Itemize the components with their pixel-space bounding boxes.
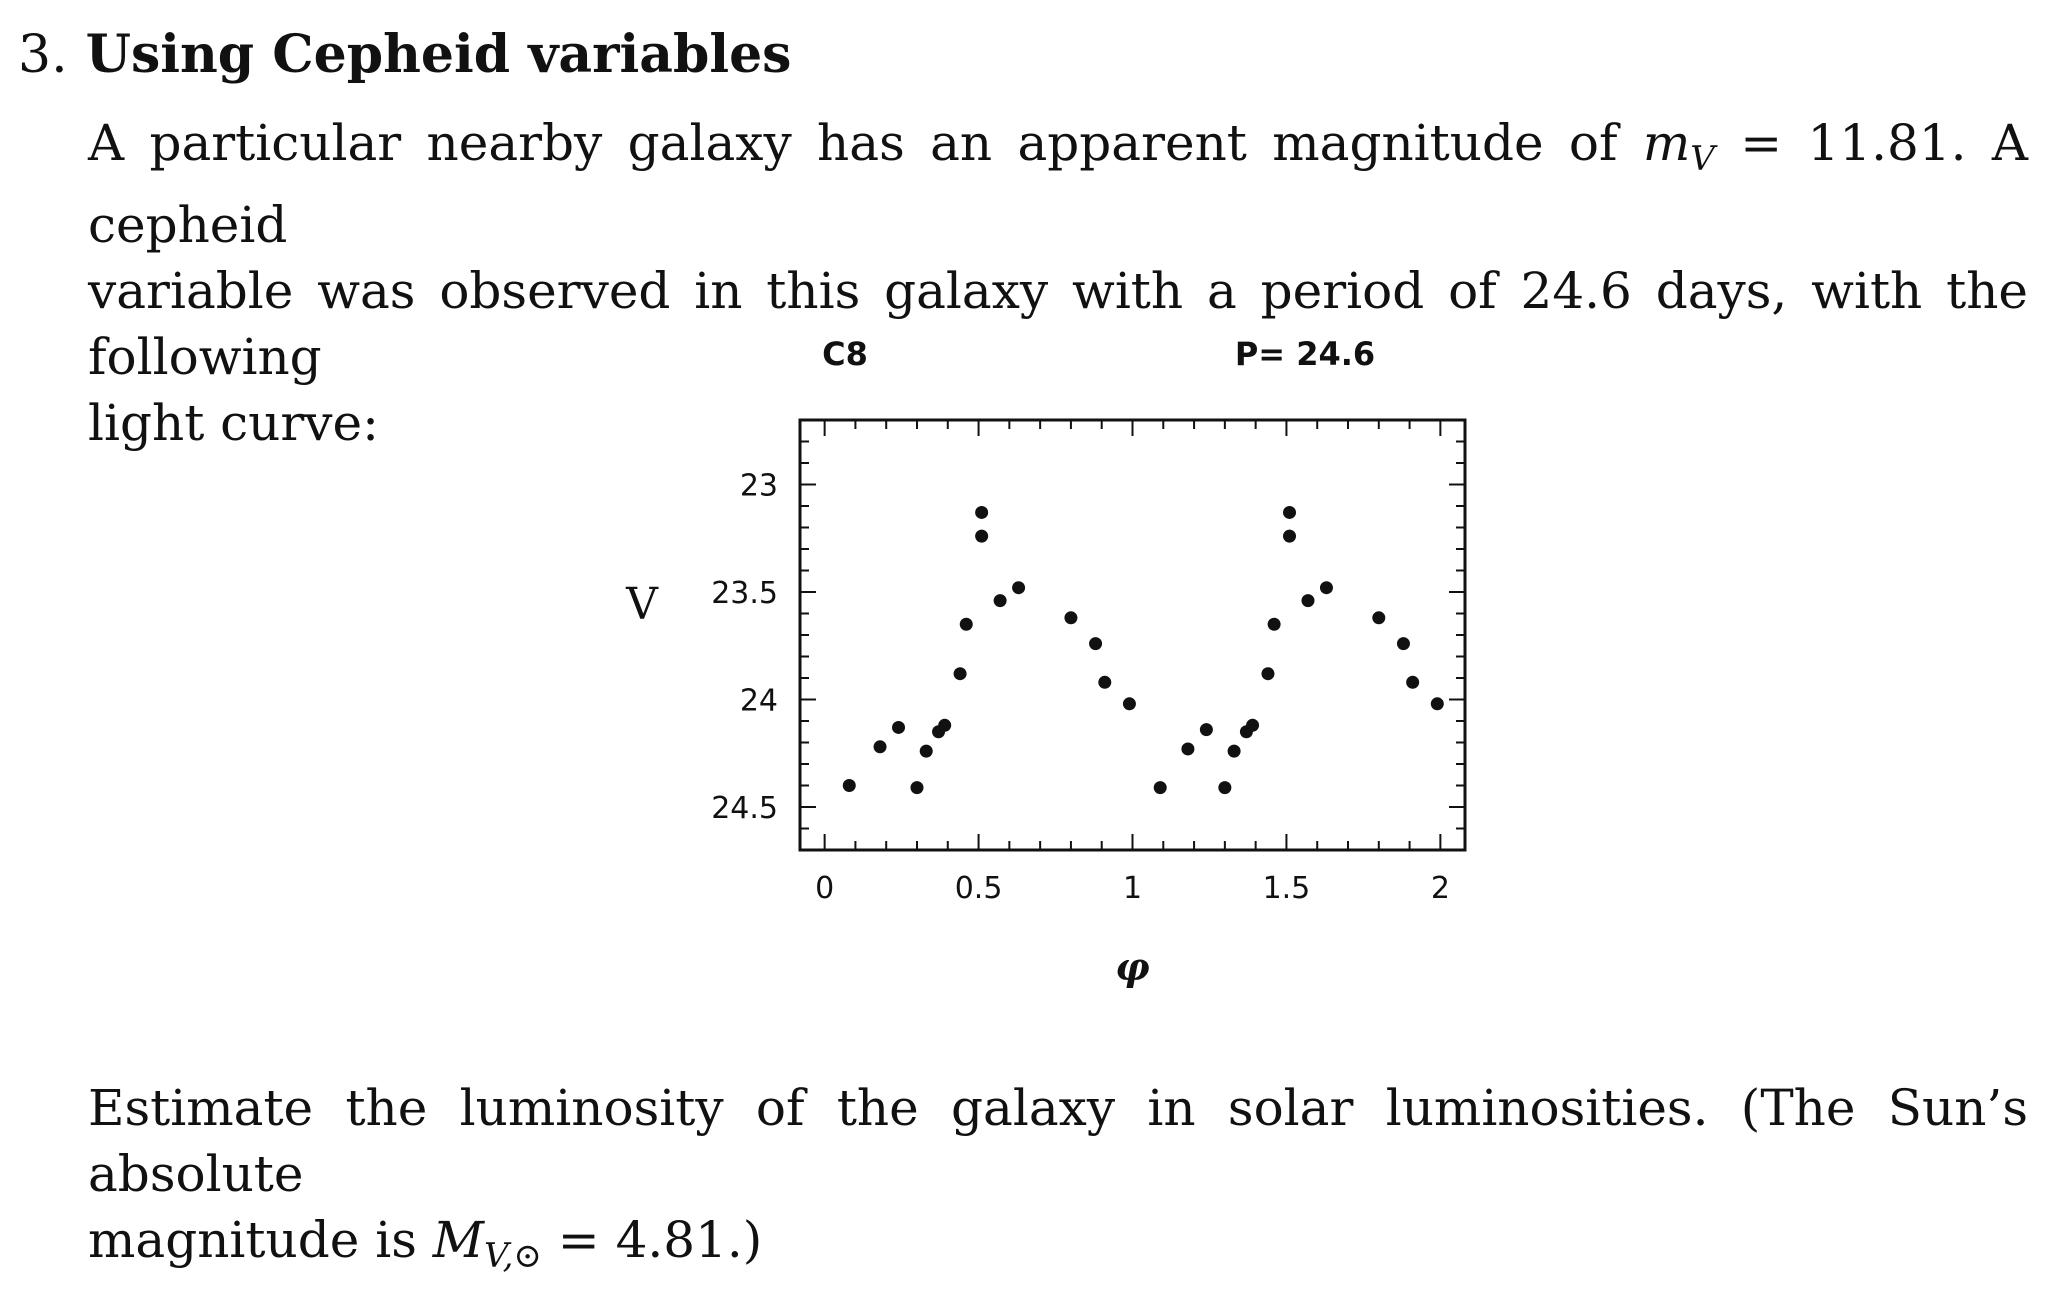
data-point <box>1089 637 1102 650</box>
y-tick-label: 23 <box>739 468 778 504</box>
data-point <box>1372 611 1385 624</box>
y-tick-label: 23.5 <box>711 576 778 611</box>
x-tick-label: 1.5 <box>1262 871 1311 906</box>
data-point <box>1268 618 1281 631</box>
apparent-magnitude-symbol: $m_V$ <box>1642 114 1715 179</box>
data-point <box>1154 781 1167 794</box>
data-point <box>1283 530 1296 543</box>
question-line-1: Estimate the luminosity of the galaxy in solar luminosities. (The Sun’s absolute <box>88 1079 2028 1203</box>
data-point <box>954 667 967 680</box>
solar-magnitude-symbol: $M_{V,⊙}$ <box>432 1211 542 1276</box>
data-point <box>1246 719 1259 732</box>
y-axis-label: V <box>626 578 658 630</box>
data-point <box>1406 676 1419 689</box>
data-point <box>1261 667 1274 680</box>
y-tick-label: 24 <box>739 683 778 719</box>
chart-title-left: C8 <box>822 335 868 373</box>
question-line-2-text: magnitude is <box>88 1211 417 1269</box>
sun-symbol-icon: ⊙ <box>513 1236 542 1276</box>
data-point <box>843 779 856 792</box>
data-point <box>892 721 905 734</box>
data-point <box>975 530 988 543</box>
x-axis-label: φ <box>1115 944 1150 989</box>
data-point <box>1218 781 1231 794</box>
x-tick-label: 0 <box>815 871 835 906</box>
intro-line-2: variable was observed in this galaxy with a period of 24.6 days, with the following <box>88 262 2028 386</box>
chart-title-right: P= 24.6 <box>1234 335 1376 373</box>
data-point <box>1098 676 1111 689</box>
intro-line-1 <box>88 110 2028 258</box>
data-point <box>1301 594 1314 607</box>
data-point <box>920 745 933 758</box>
data-point <box>1123 697 1136 710</box>
intro-line-1-text: A particular nearby galaxy has an apparent magnitude of <box>88 114 1618 172</box>
question-paragraph <box>88 1075 2028 1289</box>
x-tick-label: 1 <box>1122 871 1143 906</box>
intro-line-3: light curve: <box>88 394 379 452</box>
problem-heading <box>18 22 791 88</box>
data-point <box>938 719 951 732</box>
data-point <box>994 594 1007 607</box>
data-point <box>1200 723 1213 736</box>
light-curve-chart <box>600 320 1500 1000</box>
data-point <box>1228 745 1241 758</box>
apparent-magnitude-value: = 11.81. <box>1740 114 1967 172</box>
data-point <box>910 781 923 794</box>
data-point <box>1397 637 1410 650</box>
problem-title: Using Cepheid variables <box>85 24 792 85</box>
plot-frame <box>800 420 1465 850</box>
data-point <box>975 506 988 519</box>
intro-line-1-tail: A cepheid <box>88 114 2028 254</box>
light-curve-figure <box>600 320 1500 1000</box>
data-point <box>1064 611 1077 624</box>
x-tick-label: 0.5 <box>954 871 1003 906</box>
x-tick-label: 2 <box>1430 871 1450 906</box>
problem-number: 3. <box>18 25 68 85</box>
solar-magnitude-value: = 4.81.) <box>557 1211 763 1269</box>
y-tick-label: 24.5 <box>711 791 778 826</box>
question-line-2 <box>88 1207 2028 1289</box>
data-point <box>1283 506 1296 519</box>
data-point <box>1012 581 1025 594</box>
data-point <box>1431 697 1444 710</box>
data-point <box>1320 581 1333 594</box>
data-point <box>874 740 887 753</box>
data-point <box>1181 742 1194 755</box>
data-point <box>960 618 973 631</box>
